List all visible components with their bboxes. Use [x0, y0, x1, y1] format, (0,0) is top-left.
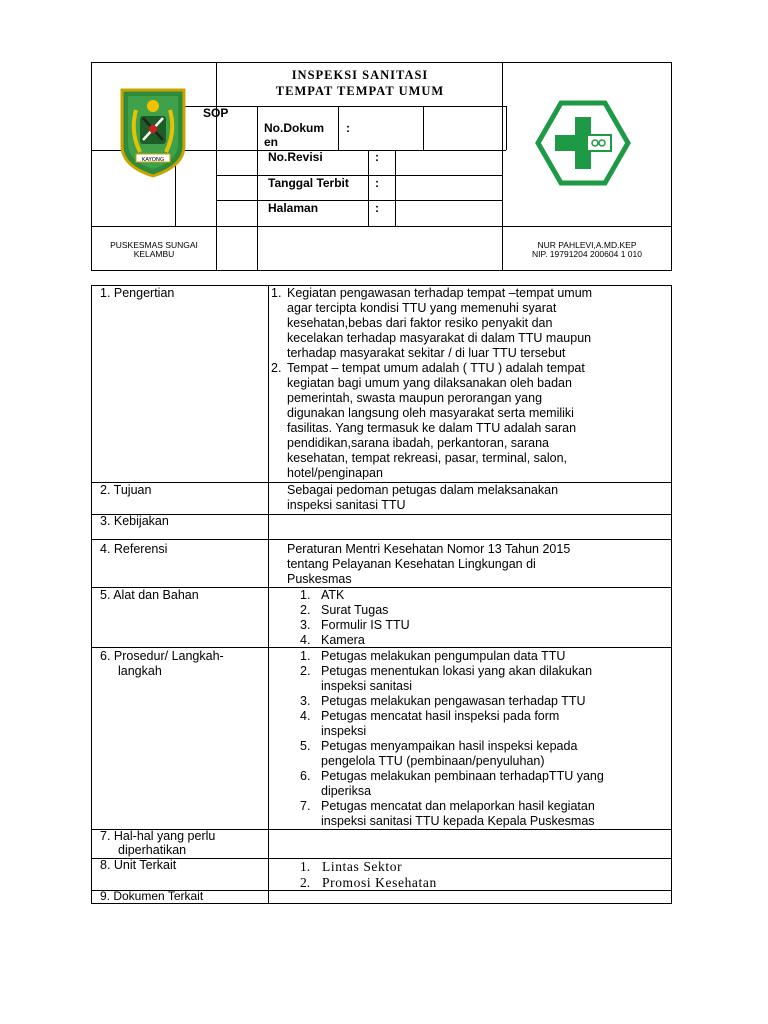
row-label-prosedur: 6. Prosedur/ Langkah- — [100, 649, 224, 663]
list-number: 2. — [300, 603, 311, 617]
row-label-pengertian: 1. Pengertian — [100, 286, 175, 300]
referensi-text-line: Peraturan Mentri Kesehatan Nomor 13 Tahun 2015 — [287, 542, 571, 556]
list-number: 1. — [271, 286, 282, 300]
list-item-line: Petugas mencatat dan melaporkan hasil kegiatan — [321, 799, 595, 813]
list-item: Lintas Sektor — [322, 859, 403, 874]
list-number: 4. — [300, 709, 311, 723]
doc-title-line2: TEMPAT TEMPAT UMUM — [275, 84, 445, 98]
regional-emblem-icon — [116, 86, 190, 178]
field-halaman-label: Halaman — [268, 201, 319, 215]
row-label-alat-bahan: 5. Alat dan Bahan — [100, 588, 199, 602]
list-item-line: pemerintah, swasta maupun perorangan yang — [287, 391, 543, 405]
list-item: ATK — [321, 588, 345, 602]
list-number: 2. — [300, 875, 311, 890]
list-number: 5. — [300, 739, 311, 753]
list-item-line: inspeksi — [321, 724, 367, 738]
list-item-line: inspeksi sanitasi TTU kepada Kepala Puskesmas — [321, 814, 595, 828]
row-label-referensi: 4. Referensi — [100, 542, 168, 556]
signer-nip: NIP. 19791204 200604 1 010 — [532, 249, 642, 259]
list-item-line: pengelola TTU (pembinaan/penyuluhan) — [321, 754, 545, 768]
list-item-line: kecelakan terhadap masyarakat di dalam TTU maupun — [287, 331, 592, 345]
doc-title-line1: INSPEKSI SANITASI — [291, 68, 429, 82]
list-item: Formulir IS TTU — [321, 618, 410, 632]
list-item-line: fasilitas. Yang termasuk ke dalam TTU adalah saran — [287, 421, 577, 435]
field-no-revisi-label: No.Revisi — [268, 150, 323, 164]
field-no-revisi-value: : — [375, 150, 379, 164]
row-label-dokumen-terkait: 9. Dokumen Terkait — [100, 889, 204, 903]
list-number: 2. — [271, 361, 282, 375]
list-item-line: Petugas menyampaikan hasil inspeksi kepada — [321, 739, 578, 753]
field-no-dokumen-value: : — [346, 121, 350, 135]
list-item-line: pendidikan,sarana ibadah, perkantoran, sarana — [287, 436, 549, 450]
list-item: Surat Tugas — [321, 603, 389, 617]
referensi-text-line: Puskesmas — [287, 572, 352, 586]
list-item-line: digunakan langsung oleh masyarakat serta memiliki — [287, 406, 574, 420]
list-number: 4. — [300, 633, 311, 647]
list-number: 1. — [300, 859, 311, 874]
list-number: 6. — [300, 769, 311, 783]
list-item-line: kesehatan,bebas dari faktor resiko penyakit dan — [287, 316, 553, 330]
row-label-hal-hal-cont: diperhatikan — [118, 843, 187, 857]
puskesmas-logo-icon — [535, 100, 631, 186]
row-label-unit-terkait: 8. Unit Terkait — [100, 858, 177, 872]
list-item-line: Petugas melakukan pengumpulan data TTU — [321, 649, 566, 663]
row-label-kebijakan: 3. Kebijakan — [100, 514, 169, 528]
list-item-line: kesehatan, tempat rekreasi, pasar, terminal, salon, — [287, 451, 568, 465]
list-number: 3. — [300, 694, 311, 708]
list-number: 3. — [300, 618, 311, 632]
org-name-line1: PUSKESMAS SUNGAI — [110, 240, 198, 250]
signer-name: NUR PAHLEVI,A.MD.KEP — [537, 240, 637, 250]
tujuan-text-line: Sebagai pedoman petugas dalam melaksanakan — [287, 483, 559, 497]
list-item-line: kegiatan bagi umum yang dilaksanakan oleh badan — [287, 376, 572, 390]
field-tanggal-terbit-value: : — [375, 176, 379, 190]
list-item-line: agar tercipta kondisi TTU yang memenuhi syarat — [287, 301, 557, 315]
field-no-dokumen-label: No.Dokum en — [264, 121, 324, 149]
list-item-line: diperiksa — [321, 784, 372, 798]
list-item-line: inspeksi sanitasi — [321, 679, 413, 693]
field-tanggal-terbit-label: Tanggal Terbit — [268, 176, 349, 190]
list-item-line: Tempat – tempat umum adalah ( TTU ) adalah tempat — [287, 361, 585, 375]
list-number: 2. — [300, 664, 311, 678]
list-item-line: Petugas mencatat hasil inspeksi pada form — [321, 709, 560, 723]
row-label-hal-hal: 7. Hal-hal yang perlu — [100, 829, 216, 843]
list-item-line: Petugas melakukan pengawasan terhadap TTU — [321, 694, 586, 708]
row-label-tujuan: 2. Tujuan — [100, 483, 152, 497]
field-halaman-value: : — [375, 201, 379, 215]
list-item-line: Kegiatan pengawasan terhadap tempat –tempat umum — [287, 286, 593, 300]
list-item-line: hotel/penginapan — [287, 466, 383, 480]
list-item-line: Petugas melakukan pembinaan terhadapTTU yang — [321, 769, 604, 783]
list-item: Kamera — [321, 633, 365, 647]
tujuan-text-line: inspeksi sanitasi TTU — [287, 498, 406, 512]
row-label-prosedur-cont: langkah — [118, 664, 162, 678]
list-item: Promosi Kesehatan — [322, 875, 437, 890]
list-number: 1. — [300, 588, 311, 602]
org-name-line2: KELAMBU — [133, 249, 175, 259]
list-item-line: Petugas menentukan lokasi yang akan dilakukan — [321, 664, 593, 678]
emblem-banner-text: KAYONG — [141, 157, 165, 163]
referensi-text-line: tentang Pelayanan Kesehatan Lingkungan di — [287, 557, 536, 571]
sop-label: SOP — [203, 106, 229, 120]
list-number: 1. — [300, 649, 311, 663]
list-number: 7. — [300, 799, 311, 813]
list-item-line: terhadap masyarakat sekitar / di luar TTU tersebut — [287, 346, 566, 360]
